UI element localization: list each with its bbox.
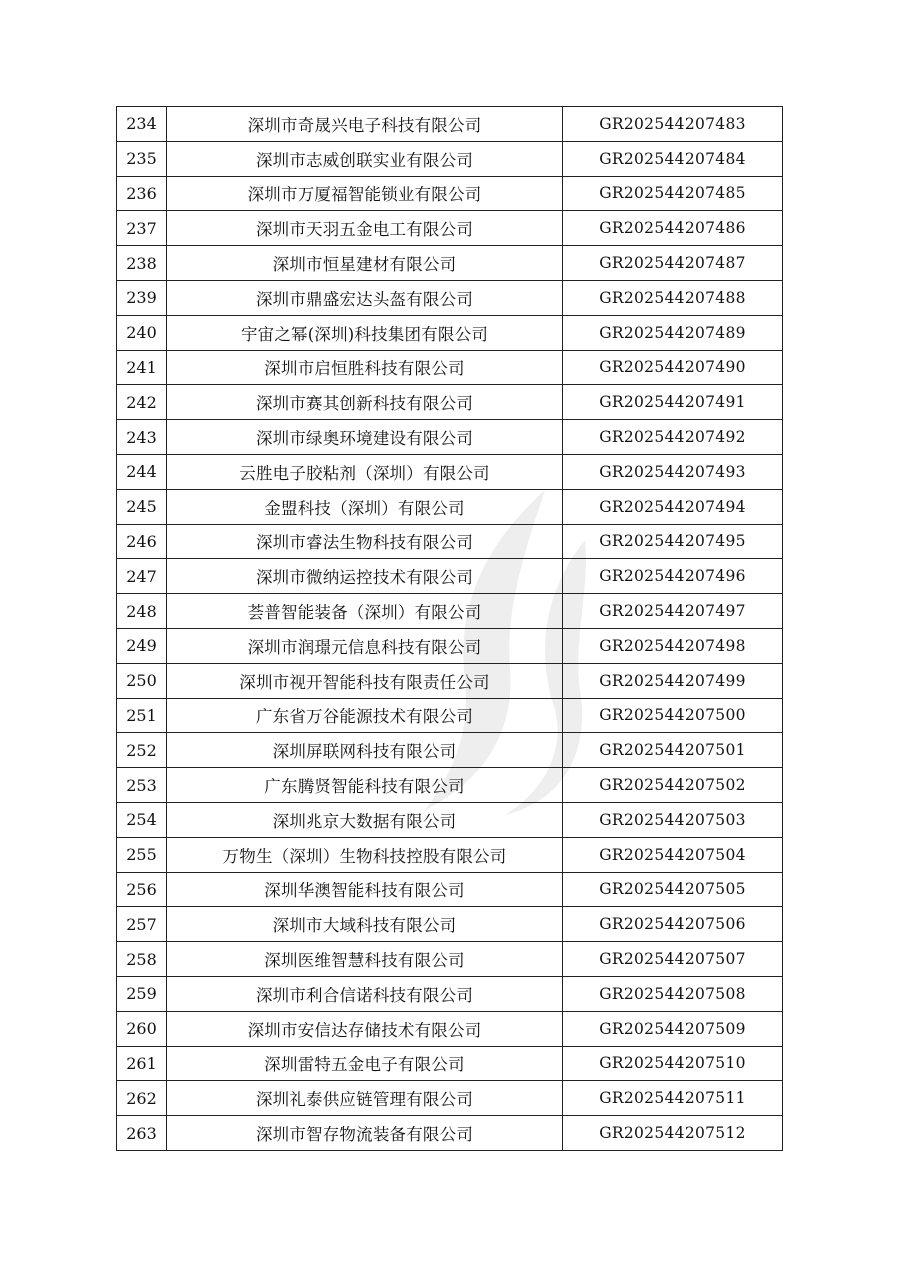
certificate-number-cell: GR202544207498 [563,628,783,663]
company-name-cell: 深圳市大域科技有限公司 [167,907,563,942]
certificate-number-cell: GR202544207483 [563,107,783,142]
certificate-number-cell: GR202544207491 [563,385,783,420]
certificate-number-cell: GR202544207493 [563,454,783,489]
table-row [117,1116,783,1151]
row-number-cell: 245 [117,489,167,524]
table-row [117,942,783,977]
company-name-cell: 深圳兆京大数据有限公司 [167,802,563,837]
company-name-cell: 宇宙之幂(深圳)科技集团有限公司 [167,315,563,350]
company-name-cell: 深圳市润璟元信息科技有限公司 [167,628,563,663]
row-number-cell: 249 [117,628,167,663]
row-number-cell: 263 [117,1116,167,1151]
company-name-cell: 深圳市奇晟兴电子科技有限公司 [167,107,563,142]
company-name-cell: 深圳市赛其创新科技有限公司 [167,385,563,420]
row-number-cell: 248 [117,594,167,629]
table-body [117,107,783,1151]
company-name-cell: 深圳市利合信诺科技有限公司 [167,976,563,1011]
certificate-number-cell: GR202544207505 [563,872,783,907]
company-name-cell: 深圳雷特五金电子有限公司 [167,1046,563,1081]
row-number-cell: 251 [117,698,167,733]
table-row [117,872,783,907]
certificate-number-cell: GR202544207497 [563,594,783,629]
certificate-number-cell: GR202544207511 [563,1081,783,1116]
company-name-cell: 深圳市鼎盛宏达头盔有限公司 [167,280,563,315]
certificate-number-cell: GR202544207508 [563,976,783,1011]
table-row [117,280,783,315]
company-name-cell: 深圳市启恒胜科技有限公司 [167,350,563,385]
row-number-cell: 254 [117,802,167,837]
company-name-cell: 深圳礼泰供应链管理有限公司 [167,1081,563,1116]
certificate-number-cell: GR202544207494 [563,489,783,524]
company-name-cell: 广东省万谷能源技术有限公司 [167,698,563,733]
table-row [117,768,783,803]
company-name-cell: 深圳市视开智能科技有限责任公司 [167,663,563,698]
company-name-cell: 万物生（深圳）生物科技控股有限公司 [167,837,563,872]
row-number-cell: 246 [117,524,167,559]
table-row [117,733,783,768]
certificate-number-cell: GR202544207501 [563,733,783,768]
table-row [117,698,783,733]
certificate-number-cell: GR202544207487 [563,246,783,281]
certificate-number-cell: GR202544207499 [563,663,783,698]
table-row [117,663,783,698]
company-name-cell: 深圳市睿法生物科技有限公司 [167,524,563,559]
row-number-cell: 240 [117,315,167,350]
table-row [117,420,783,455]
certificate-number-cell: GR202544207488 [563,280,783,315]
certificate-number-cell: GR202544207503 [563,802,783,837]
company-name-cell: 深圳市志威创联实业有限公司 [167,141,563,176]
certificate-number-cell: GR202544207492 [563,420,783,455]
certificate-number-cell: GR202544207509 [563,1011,783,1046]
row-number-cell: 242 [117,385,167,420]
row-number-cell: 239 [117,280,167,315]
row-number-cell: 234 [117,107,167,142]
table-row [117,1046,783,1081]
table-row [117,176,783,211]
row-number-cell: 257 [117,907,167,942]
company-name-cell: 深圳市恒星建材有限公司 [167,246,563,281]
row-number-cell: 256 [117,872,167,907]
company-name-cell: 深圳华澳智能科技有限公司 [167,872,563,907]
certificate-number-cell: GR202544207496 [563,559,783,594]
table-row [117,1011,783,1046]
table-row [117,1081,783,1116]
certificate-number-cell: GR202544207506 [563,907,783,942]
certificate-number-cell: GR202544207500 [563,698,783,733]
table-row [117,315,783,350]
certificate-table [116,106,783,1151]
company-name-cell: 深圳市微纳运控技术有限公司 [167,559,563,594]
table-row [117,350,783,385]
table-row [117,802,783,837]
table-row [117,246,783,281]
company-name-cell: 深圳医维智慧科技有限公司 [167,942,563,977]
row-number-cell: 235 [117,141,167,176]
certificate-number-cell: GR202544207495 [563,524,783,559]
row-number-cell: 262 [117,1081,167,1116]
table-row [117,559,783,594]
table-row [117,628,783,663]
row-number-cell: 255 [117,837,167,872]
row-number-cell: 258 [117,942,167,977]
table-row [117,837,783,872]
row-number-cell: 244 [117,454,167,489]
certificate-number-cell: GR202544207504 [563,837,783,872]
row-number-cell: 243 [117,420,167,455]
row-number-cell: 261 [117,1046,167,1081]
certificate-number-cell: GR202544207512 [563,1116,783,1151]
row-number-cell: 238 [117,246,167,281]
table-row [117,489,783,524]
certificate-number-cell: GR202544207510 [563,1046,783,1081]
company-name-cell: 深圳屏联网科技有限公司 [167,733,563,768]
company-name-cell: 荟普智能装备（深圳）有限公司 [167,594,563,629]
table-row [117,524,783,559]
certificate-number-cell: GR202544207484 [563,141,783,176]
certificate-number-cell: GR202544207489 [563,315,783,350]
row-number-cell: 236 [117,176,167,211]
table-row [117,141,783,176]
certificate-number-cell: GR202544207490 [563,350,783,385]
table-row [117,594,783,629]
table-row [117,454,783,489]
company-name-cell: 深圳市天羽五金电工有限公司 [167,211,563,246]
company-name-cell: 深圳市智存物流装备有限公司 [167,1116,563,1151]
company-name-cell: 广东腾贤智能科技有限公司 [167,768,563,803]
row-number-cell: 259 [117,976,167,1011]
row-number-cell: 253 [117,768,167,803]
company-name-cell: 深圳市绿奥环境建设有限公司 [167,420,563,455]
company-name-cell: 金盟科技（深圳）有限公司 [167,489,563,524]
row-number-cell: 252 [117,733,167,768]
certificate-number-cell: GR202544207507 [563,942,783,977]
row-number-cell: 260 [117,1011,167,1046]
table-row [117,107,783,142]
row-number-cell: 237 [117,211,167,246]
row-number-cell: 250 [117,663,167,698]
certificate-number-cell: GR202544207486 [563,211,783,246]
table-row [117,976,783,1011]
table-row [117,385,783,420]
certificate-number-cell: GR202544207502 [563,768,783,803]
row-number-cell: 241 [117,350,167,385]
table-row [117,211,783,246]
row-number-cell: 247 [117,559,167,594]
company-name-cell: 深圳市安信达存储技术有限公司 [167,1011,563,1046]
company-name-cell: 深圳市万厦福智能锁业有限公司 [167,176,563,211]
table-row [117,907,783,942]
certificate-number-cell: GR202544207485 [563,176,783,211]
company-name-cell: 云胜电子胶粘剂（深圳）有限公司 [167,454,563,489]
